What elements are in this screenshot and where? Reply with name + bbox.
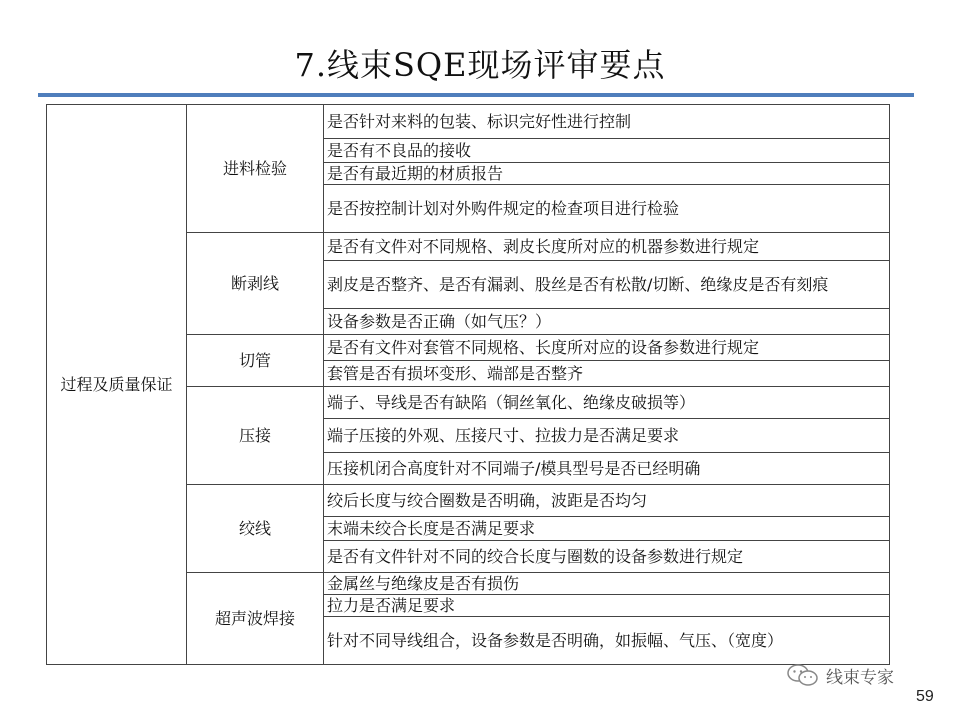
check-item: 针对不同导线组合，设备参数是否明确，如振幅、气压、（宽度） <box>324 617 890 665</box>
section-label: 压接 <box>187 387 324 485</box>
watermark-logo <box>786 662 894 688</box>
check-item: 是否有文件针对不同的绞合长度与圈数的设备参数进行规定 <box>324 541 890 573</box>
check-item: 拉力是否满足要求 <box>324 595 890 617</box>
review-table <box>46 104 890 665</box>
wechat-icon <box>786 663 820 687</box>
category-cell: 过程及质量保证 <box>47 105 187 665</box>
section-label: 绞线 <box>187 485 324 573</box>
check-item: 剥皮是否整齐、是否有漏剥、股丝是否有松散/切断、绝缘皮是否有刻痕 <box>324 261 890 309</box>
check-item: 压接机闭合高度针对不同端子/模具型号是否已经明确 <box>324 453 890 485</box>
check-item: 是否有不良品的接收 <box>324 139 890 163</box>
page-title: 7.线束SQE现场评审要点 <box>294 46 666 84</box>
logo-text: 线束专家 <box>826 667 894 688</box>
check-item: 端子压接的外观、压接尺寸、拉拔力是否满足要求 <box>324 419 890 453</box>
section-label: 切管 <box>187 335 324 387</box>
check-item: 是否针对来料的包装、标识完好性进行控制 <box>324 105 890 139</box>
check-item: 套管是否有损坏变形、端部是否整齐 <box>324 361 890 387</box>
check-item: 绞后长度与绞合圈数是否明确，波距是否均匀 <box>324 485 890 517</box>
title-underline <box>38 93 914 97</box>
check-item: 金属丝与绝缘皮是否有损伤 <box>324 573 890 595</box>
section-label: 超声波焊接 <box>187 573 324 665</box>
table-row <box>47 105 890 139</box>
check-item: 是否有文件对套管不同规格、长度所对应的设备参数进行规定 <box>324 335 890 361</box>
section-label: 断剥线 <box>187 233 324 335</box>
check-item: 设备参数是否正确（如气压？） <box>324 309 890 335</box>
check-item: 是否按控制计划对外购件规定的检查项目进行检验 <box>324 185 890 233</box>
check-item: 是否有最近期的材质报告 <box>324 163 890 185</box>
check-item: 是否有文件对不同规格、剥皮长度所对应的机器参数进行规定 <box>324 233 890 261</box>
section-label: 进料检验 <box>187 105 324 233</box>
check-item: 端子、导线是否有缺陷（铜丝氧化、绝缘皮破损等） <box>324 387 890 419</box>
check-item: 末端未绞合长度是否满足要求 <box>324 517 890 541</box>
page-number: 59 <box>916 688 934 705</box>
